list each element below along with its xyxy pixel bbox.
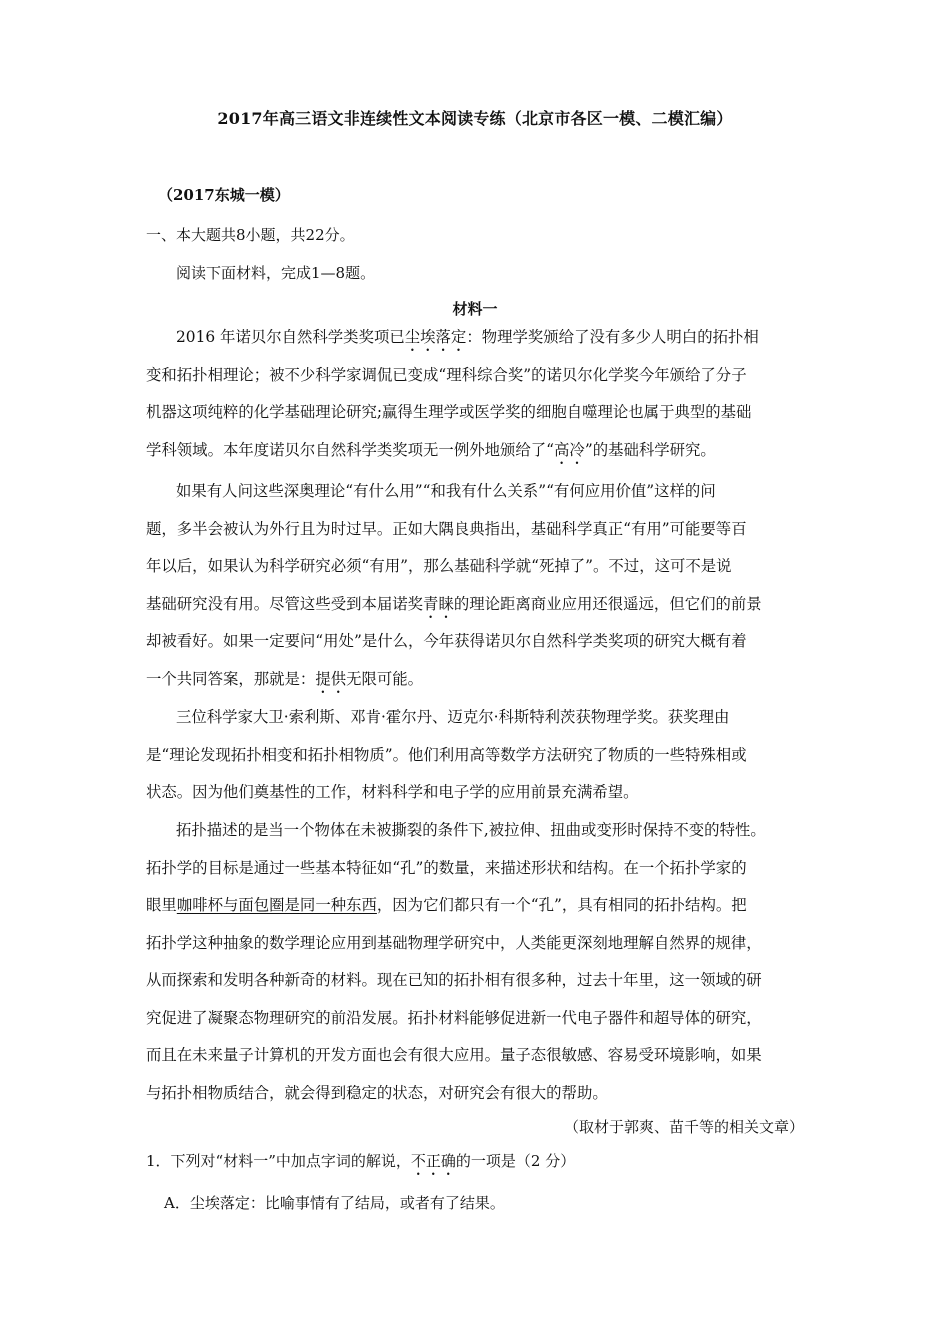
text-span: 1．下列对“材料一”中加点字词的解说， (146, 1152, 411, 1170)
text-span: 2016 年诺贝尔自然科学类奖项已 (176, 328, 405, 346)
paragraph-line (146, 432, 821, 470)
paragraph-3 (146, 699, 821, 812)
paragraph-line: 与拓扑相物质结合，就会得到稳定的状态，对研究会有很大的帮助。 (146, 1083, 608, 1102)
paragraph-line: 年以后，如果认为科学研究必须“有用”，那么基础科学就“死掉了”。不过，这可不是说 (146, 557, 732, 575)
paragraph-line: 题，多半会被认为外行且为时过早。正如大隅良典指出，基础科学真正“有用”可能要等百 (146, 519, 747, 538)
paragraph-line: 变和拓扑相理论；被不少科学家调侃已变成“理科综合奖”的诺贝尔化学奖今年颁给了分子 (146, 365, 747, 384)
paragraph-line: 拓扑学的目标是通过一些基本特征如“孔”的数量，来描述形状和结构。在一个拓扑学家的 (146, 858, 747, 877)
section-tag: （2017东城一模） (158, 186, 290, 204)
emphasized-term: 青睐 (423, 594, 454, 613)
text-span: ，因为它们都只有一个“孔”，具有相同的拓扑结构。把 (376, 896, 747, 914)
text-span: 一个共同答案，那就是： (146, 669, 316, 688)
paragraph-2 (146, 473, 821, 698)
emphasized-term: 高冷 (554, 440, 585, 459)
text-span: 学科领域。本年度诺贝尔自然科学类奖项无一例外地颁给了“ (146, 440, 555, 459)
material-heading: 材料一 (452, 300, 498, 318)
paragraph-line: 拓扑学这种抽象的数学理论应用到基础物理学研究中，人类能更深刻地理解自然界的规律， (146, 933, 762, 952)
text-span: 基础研究没有用。尽管这些受到本届诺奖 (146, 594, 424, 613)
paragraph-line (146, 586, 821, 624)
paragraph-line: 如果有人问这些深奥理论“有什么用”“和我有什么关系”“有何应用价值”这样的问 (176, 482, 716, 500)
paragraph-line (146, 319, 821, 357)
paragraph-4 (146, 812, 821, 1112)
document-title: 2017年高三语文非连续性文本阅读专练（北京市各区一模、二模汇编） (217, 109, 733, 128)
paragraph-line: 状态。因为他们奠基性的工作，材料科学和电子学的应用前景充满希望。 (146, 783, 639, 801)
paragraph-line: 而且在未来量子计算机的开发方面也会有很大应用。量子态很敏感、容易受环境影响，如果 (146, 1046, 762, 1064)
paragraph-line: 拓扑描述的是当一个物体在未被撕裂的条件下,被拉伸、扭曲或变形时保持不变的特性。 (176, 821, 766, 839)
paragraph-line (146, 887, 821, 925)
text-span: ：物理学奖颁给了没有多少人明白的拓扑相 (466, 328, 759, 346)
paragraph-line: 从而探索和发明各种新奇的材料。现在已知的拓扑相有很多种，过去十年里，这一领域的研 (146, 971, 762, 989)
text-span: 的理论距离商业应用还很遥远，但它们的前景 (453, 594, 762, 613)
text-span: 眼里 (146, 896, 177, 914)
emphasized-term: 提供 (315, 669, 347, 688)
text-span: 无限可能。 (346, 669, 424, 688)
emphasized-term: 不正确 (410, 1152, 456, 1170)
paragraph-line: 机器这项纯粹的化学基础理论研究;赢得生理学或医学奖的细胞自噬理论也属于典型的基础 (146, 403, 752, 421)
question-intro: 一、本大题共8小题，共22分。 (146, 226, 355, 244)
text-span: ”的基础科学研究。 (584, 440, 716, 459)
source-note: （取材于郭爽、苗千等的相关文章） (563, 1118, 804, 1136)
paragraph-line: 是“理论发现拓扑相变和拓扑相物质”。他们利用高等数学方法研究了物质的一些特殊相或 (146, 745, 747, 764)
paragraph-line: 究促进了凝聚态物理研究的前沿发展。拓扑材料能够促进新一代电子器件和超导体的研究， (146, 1008, 762, 1027)
paragraph-line: 三位科学家大卫·索利斯、邓肯·霍尔丹、迈克尔·科斯特利茨获物理学奖。获奖理由 (176, 708, 730, 726)
paragraph-line: 却被看好。如果一定要问“用处”是什么，今年获得诺贝尔自然科学类奖项的研究大概有着 (146, 632, 747, 650)
emphasized-term: 尘埃落定 (404, 328, 467, 346)
question-1-option-a: A．尘埃落定：比喻事情有了结局，或者有了结果。 (164, 1194, 505, 1212)
reading-instruction: 阅读下面材料，完成1—8题。 (176, 264, 376, 282)
text-span: 的一项是（2 分） (455, 1152, 576, 1170)
paragraph-1 (146, 319, 821, 469)
underlined-phrase: 咖啡杯与面包圈是同一种东西 (176, 896, 377, 914)
question-1-stem (146, 1150, 575, 1179)
paragraph-line (146, 661, 821, 699)
